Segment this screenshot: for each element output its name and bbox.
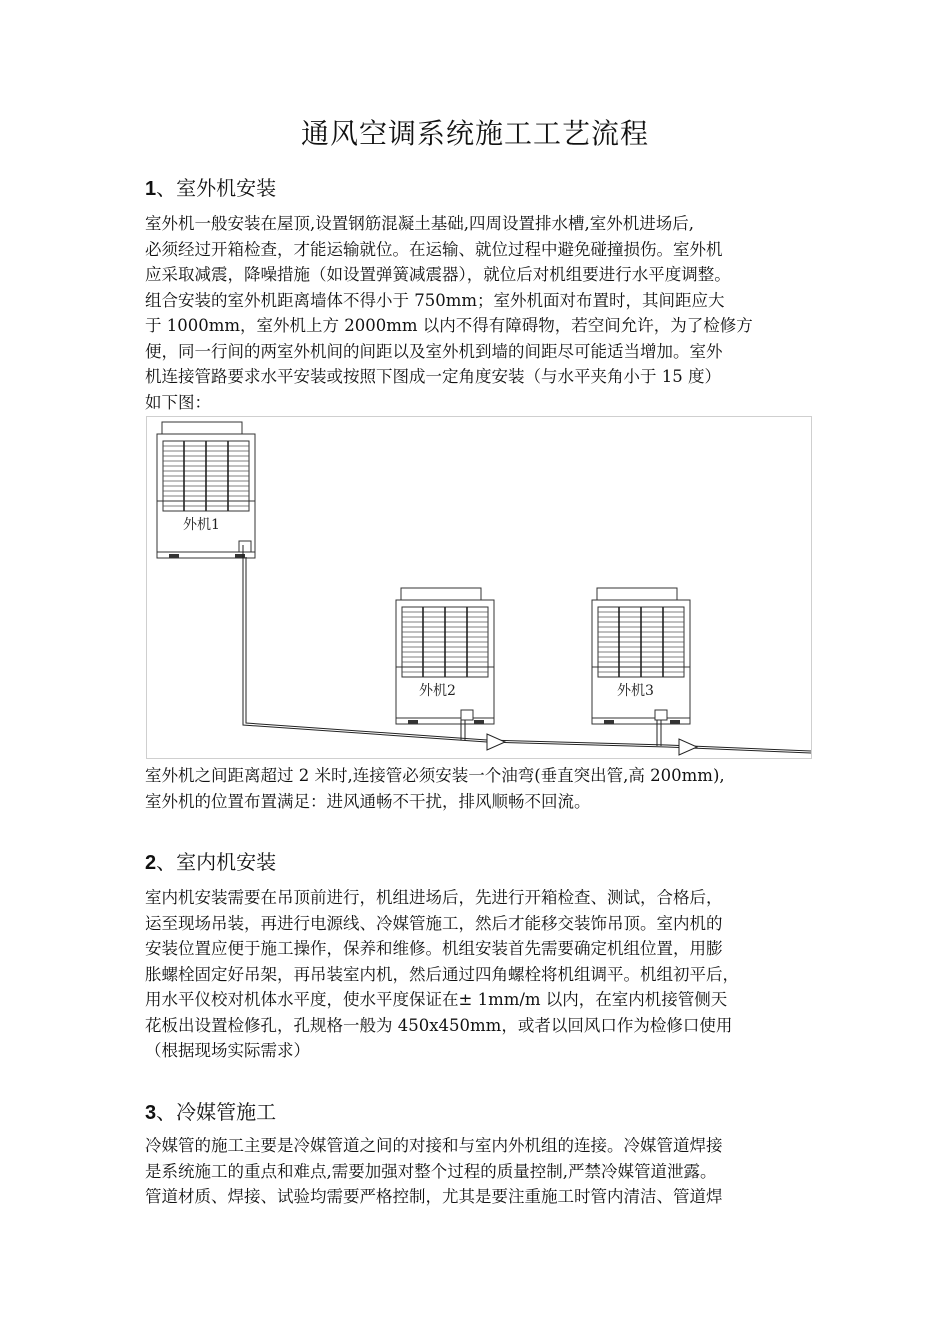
outdoor-unit-2 bbox=[396, 588, 494, 724]
paragraph-line: 机连接管路要求水平安装或按照下图成一定角度安装（与水平夹角小于 15 度） bbox=[145, 367, 721, 386]
unit-label: 外机3 bbox=[617, 683, 654, 699]
paragraph-line: 如下图： bbox=[145, 392, 211, 412]
section-number: 2 bbox=[145, 852, 157, 874]
oil-trap-arrow bbox=[679, 739, 697, 755]
section-3-paragraph bbox=[145, 1133, 811, 1210]
section-heading-text: 、冷媒管施工 bbox=[156, 1100, 277, 1124]
outdoor-unit-3 bbox=[592, 588, 690, 724]
paragraph-line: 应采取减震，降噪措施（如设置弹簧减震器），就位后对机组要进行水平度调整。 bbox=[145, 265, 731, 284]
section-2-heading bbox=[145, 846, 276, 875]
paragraph-line: 便，同一行间的两室外机间的间距以及室外机到墙的间距尽可能适当增加。室外 bbox=[145, 341, 723, 361]
paragraph-line: （根据现场实际需求） bbox=[145, 1041, 310, 1060]
paragraph-line: 组合安装的室外机距离墙体不得小于 750mm；室外机面对布置时，其间距应大 bbox=[145, 290, 725, 310]
section-1-paragraph-after-figure bbox=[145, 763, 811, 814]
outdoor-units-diagram bbox=[146, 416, 812, 759]
section-heading-text: 、室内机安装 bbox=[156, 850, 277, 874]
paragraph-line: 于 1000mm，室外机上方 2000mm 以内不得有障碍物，若空间允许，为了检修方 bbox=[145, 316, 753, 335]
diagram-svg bbox=[147, 417, 811, 758]
section-1-paragraph bbox=[145, 211, 811, 415]
oil-trap-arrow bbox=[487, 734, 505, 750]
section-2-paragraph bbox=[145, 885, 811, 1064]
paragraph-line: 用水平仪校对机体水平度，使水平度保证在± 1mm/m 以内，在室内机接管侧天 bbox=[145, 990, 728, 1009]
unit-label: 外机1 bbox=[183, 517, 220, 533]
section-number: 1 bbox=[145, 178, 157, 200]
paragraph-line: 室外机之间距离超过 2 米时,连接管必须安装一个油弯(垂直突出管,高 200mm), bbox=[145, 766, 725, 785]
connecting-pipe bbox=[243, 545, 811, 753]
unit-label: 外机2 bbox=[419, 683, 456, 699]
paragraph-line: 花板出设置检修孔，孔规格一般为 450x450mm，或者以回风口作为检修口使用 bbox=[145, 1015, 733, 1035]
paragraph-line: 必须经过开箱检查，才能运输就位。在运输、就位过程中避免碰撞损伤。室外机 bbox=[145, 239, 723, 259]
paragraph-line: 室外机的位置布置满足：进风通畅不干扰，排风顺畅不回流。 bbox=[145, 791, 591, 811]
paragraph-line: 室外机一般安装在屋顶,设置钢筋混凝土基础,四周设置排水槽,室外机进场后, bbox=[145, 214, 694, 233]
section-number: 3 bbox=[145, 1102, 157, 1124]
section-heading-text: 、室外机安装 bbox=[156, 176, 277, 200]
paragraph-line: 胀螺栓固定好吊架，再吊装室内机，然后通过四角螺栓将机组调平。机组初平后， bbox=[145, 964, 739, 984]
paragraph-line: 管道材质、焊接、试验均需要严格控制，尤其是要注重施工时管内清洁、管道焊 bbox=[145, 1187, 723, 1206]
paragraph-line: 运至现场吊装，再进行电源线、冷媒管施工，然后才能移交装饰吊顶。室内机的 bbox=[145, 913, 723, 933]
paragraph-line: 是系统施工的重点和难点,需要加强对整个过程的质量控制,严禁冷媒管道泄露。 bbox=[145, 1161, 717, 1181]
paragraph-line: 冷媒管的施工主要是冷媒管道之间的对接和与室内外机组的连接。冷媒管道焊接 bbox=[145, 1136, 723, 1155]
paragraph-line: 室内机安装需要在吊顶前进行，机组进场后，先进行开箱检查、测试，合格后， bbox=[145, 888, 723, 907]
paragraph-line: 安装位置应便于施工操作，保养和维修。机组安装首先需要确定机组位置，用膨 bbox=[145, 939, 723, 958]
section-3-heading bbox=[145, 1096, 276, 1125]
document-title: 通风空调系统施工工艺流程 bbox=[300, 117, 649, 150]
section-1-heading bbox=[145, 172, 276, 201]
outdoor-unit-1 bbox=[157, 422, 255, 558]
